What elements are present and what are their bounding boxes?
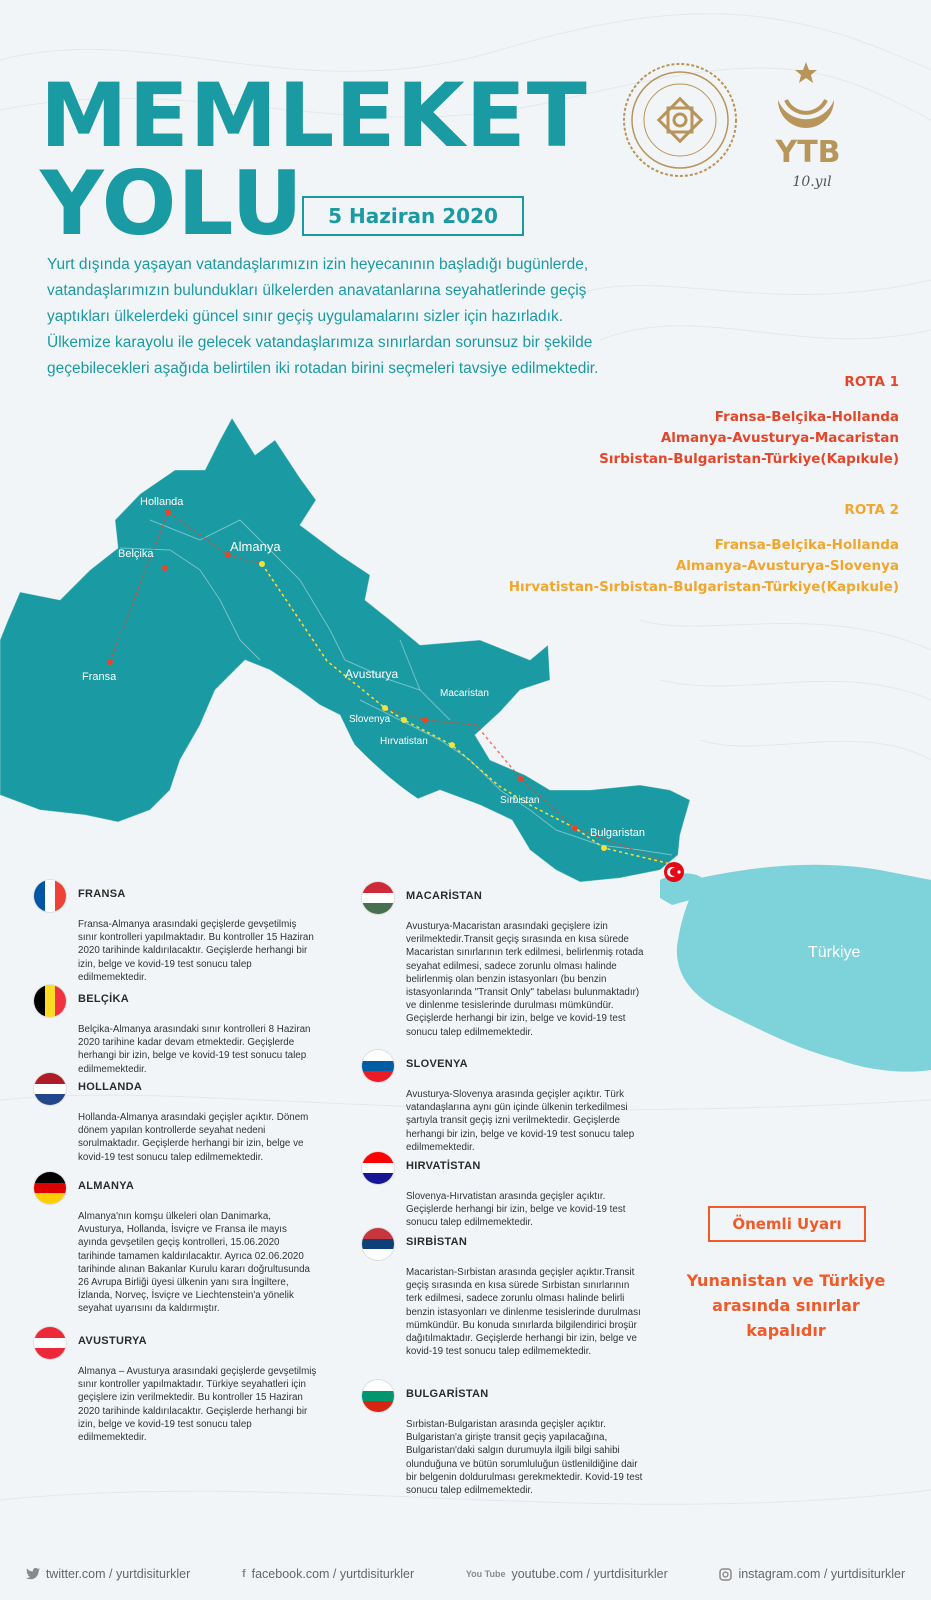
flag-almanya-icon: [34, 1172, 66, 1204]
europe-landmass: [0, 418, 690, 882]
map-marker-hollanda: [165, 509, 171, 515]
map-label-slovenya: Slovenya: [349, 714, 391, 725]
map-label-hollanda: Hollanda: [140, 496, 184, 508]
flag-sirbistan-icon: [362, 1228, 394, 1260]
map-label-belcika: Belçika: [118, 548, 154, 560]
route-1-line: Fransa-Belçika-Hollanda: [714, 409, 899, 425]
map-label-almanya: Almanya: [230, 539, 281, 554]
map-marker-belcika: [162, 565, 168, 571]
country-name: MACARİSTAN: [406, 890, 483, 902]
twitter-icon: [26, 1568, 40, 1580]
footer-facebook[interactable]: [242, 1567, 414, 1581]
footer-instagram-text: instagram.com / yurtdisiturkler: [738, 1567, 906, 1581]
country-name: HOLLANDA: [78, 1081, 143, 1093]
map-marker-route2: [259, 561, 265, 567]
country-text: Slovenya-Hırvatistan arasında geçişler açıktır. Geçişlerde herhangi bir izin, belge ve kovid-19 test sonucu talep edilmemektedir.: [406, 1191, 626, 1229]
turkey-landmass: [677, 865, 931, 1072]
instagram-icon: [719, 1568, 732, 1581]
intro-paragraph-2: Ülkemize karayolu ile gelecek vatandaşlarımıza sınırlardan sorunsuz bir şekilde geçebilecekleri aşağıda belirtilen iki rotadan birini seçmeleri tavsiye edilmektedir.: [47, 334, 599, 377]
country-text: Belçika-Almanya arasındaki sınır kontrolleri 8 Haziran 2020 tarihine kadar devam etmektedir. Geçişlerde herhangi bir izin, belge ve kovid-19 test sonucu talep edilmemektedir.: [78, 1024, 311, 1075]
page-title-line1: MEMLEKET: [40, 64, 588, 167]
warning-text: Yunanistan ve Türkiye arasında sınırlar kapalıdır: [686, 1271, 886, 1340]
map-marker-route2: [449, 742, 455, 748]
map-marker-route2: [401, 717, 407, 723]
map-label-avusturya: Avusturya: [345, 667, 399, 681]
country-text: Almanya – Avusturya arasındaki geçişlerde gevşetilmiş sınır kontroller yapılmaktadır. Türkiye seyahatleri için geçişlere izin verilmektedir. Bu kontroller 15 Haziran 2020 tarihinde kaldırılacaktır. Geçişlerde herhangi bir izin, belge ve kovid-19 test sonucu talep edilmemektedir.: [78, 1366, 317, 1444]
map-marker-route2: [382, 705, 388, 711]
map-label-sirbistan: Sırbistan: [500, 795, 540, 806]
turkey-flag-marker: [664, 862, 684, 882]
map-label-turkiye: Türkiye: [808, 944, 861, 961]
map-label-hirvatistan: Hırvatistan: [380, 736, 428, 747]
country-name: SIRBİSTAN: [406, 1236, 468, 1248]
map-label-fransa: Fransa: [82, 671, 117, 683]
footer-youtube[interactable]: [466, 1567, 668, 1581]
route-2-heading: ROTA 2: [844, 502, 899, 518]
ytb-logo: [768, 60, 848, 200]
warning-badge: Önemli Uyarı: [708, 1206, 866, 1242]
flag-macaristan-icon: [362, 882, 394, 914]
country-text: Sırbistan-Bulgaristan arasında geçişler açıktır. Bulgaristan'a girişte transit geçiş yapılacağına, Bulgaristan'daki salgın durumuyla ilgili bilgi sahibi olunduğuna ve bütün sorumluluğun üstlenildiğine dair bir belgenin doldurulması gerekmektedir. Kovid-19 test sonucu talep edilmemektedir.: [406, 1419, 643, 1497]
route-1-heading: ROTA 1: [844, 374, 899, 390]
intro-paragraph-1: Yurt dışında yaşayan vatandaşlarımızın izin heyecanının başladığı bugünlerde, vatandaşlarımızın bulundukları ülkelerden anavatanlarına seyahatlerinde geçiş yaptıkları ülkelerdeki güncel sınır geçiş uygulamalarını sizler için hazırladık.: [47, 256, 589, 325]
route-2-line: Almanya-Avusturya-Slovenya: [675, 558, 899, 574]
country-text: Hollanda-Almanya arasındaki geçişler açıktır. Dönem dönem yapılan kontrollerde seyahat nedeni sorulmaktadır. Geçişlerde herhangi bir izin, belge ve kovid-19 test sonucu talep edilmemektedir.: [78, 1112, 309, 1163]
route-1-line: Sırbistan-Bulgaristan-Türkiye(Kapıkule): [599, 451, 899, 467]
footer-youtube-text: youtube.com / yurtdisiturkler: [511, 1567, 668, 1581]
flag-bulgaristan-icon: [362, 1380, 394, 1412]
map-marker-sirbistan: [518, 776, 524, 782]
country-name: FRANSA: [78, 888, 126, 900]
ytb-year-text: 10.yıl: [792, 174, 832, 190]
country-name: SLOVENYA: [406, 1058, 468, 1070]
social-footer: [0, 1562, 931, 1586]
map-marker-fransa: [107, 659, 113, 665]
country-text: Fransa-Almanya arasındaki geçişlerde gevşetilmiş sınır kontrolleri yapılmaktadır. Bu kontroller 15 Haziran 2020 tarihinde kaldırılacaktır. Geçişlerde herhangi bir izin, belge ve kovid-19 test sonucu talep edilmemektedir.: [78, 919, 314, 983]
flag-avusturya-icon: [34, 1327, 66, 1359]
footer-facebook-text: facebook.com / yurtdisiturkler: [251, 1567, 415, 1581]
footer-instagram[interactable]: [719, 1567, 905, 1581]
facebook-icon: f: [241, 1568, 246, 1580]
ministry-seal-logo: [620, 60, 740, 180]
country-text: Macaristan-Sırbistan arasında geçişler açıktır.Transit geçiş sırasında en kısa sürede Sırbistan sınırlarının terk edilmesi, sadece zorunlu olması halinde belirli benzin istasyonları ve dinlenme tesislerinde durulması mümkündür. Bu konuda sınırlarda bilgilendirici broşür dağıtılmaktadır. Geçişlerde herhangi bir izin, belge ve kovid-19 test sonucu talep edilmemektedir.: [406, 1267, 641, 1358]
intro-text: [47, 252, 607, 382]
page-title-line2: YOLU: [40, 152, 304, 255]
map-marker-route2: [601, 845, 607, 851]
flag-slovenya-icon: [362, 1050, 394, 1082]
country-name: BULGARİSTAN: [406, 1388, 489, 1400]
route-2-line: Hırvatistan-Sırbistan-Bulgaristan-Türkiye(Kapıkule): [508, 579, 899, 595]
footer-twitter-text: twitter.com / yurtdisiturkler: [45, 1567, 191, 1581]
country-text: Almanya'nın komşu ülkeleri olan Danimarka, Avusturya, Hollanda, İsviçre ve Fransa ile mayıs ayında gevşetilen geçiş kontrolleri, 15.06.2020 tarihinde tamamen kaldırılacaktır. Ayrıca 02.06.2020 tarihinde alınan Bakanlar Kurulu kararı doğrultusunda 26 Avrupa Birliği üyesi ülkenin yanı sıra İngiltere, İzlanda, Norveç, İsviçre ve Liechtenstein'a yönelik seyahat uyarısını da kaldırmıştır.: [78, 1211, 311, 1315]
map-label-bulgaristan: Bulgaristan: [590, 827, 646, 839]
date-badge: 5 Haziran 2020: [302, 196, 524, 236]
flag-belcika-icon: [34, 985, 66, 1017]
route-2-line: Fransa-Belçika-Hollanda: [714, 537, 899, 553]
country-name: AVUSTURYA: [78, 1335, 147, 1347]
ytb-logo-text: YTB: [775, 135, 841, 170]
map-label-macaristan: Macaristan: [440, 688, 489, 699]
footer-twitter[interactable]: [26, 1567, 190, 1581]
flag-hollanda-icon: [34, 1073, 66, 1105]
country-name: ALMANYA: [78, 1180, 135, 1192]
country-name: HIRVATİSTAN: [406, 1160, 481, 1172]
flag-fransa-icon: [34, 880, 66, 912]
flag-hirvatistan-icon: [362, 1152, 394, 1184]
route-1-line: Almanya-Avusturya-Macaristan: [660, 430, 899, 446]
map-marker-macaristan: [422, 717, 428, 723]
country-text: Avusturya-Slovenya arasında geçişler açıktır. Türk vatandaşlarına aynı gün içinde ülkenin terkedilmesi şartıyla transit geçiş izni verilmektedir. Geçişlerde herhangi bir izin, belge ve kovid-19 test sonucu talep edilmemektedir.: [406, 1089, 635, 1153]
map-marker-bulgaristan: [572, 825, 578, 831]
country-name: BELÇİKA: [78, 993, 129, 1005]
youtube-icon: You Tube: [465, 1569, 506, 1579]
country-text: Avusturya-Macaristan arasındaki geçişlere izin verilmektedir.Transit geçiş sırasında en kısa sürede Macaristan sınırlarının terk edilmesi, belirlenmiş rotada seyahat edilmesi, sadece zorunlu olması halinde belirlenmiş olan benzin istasyonları (bu benzin istasyonlarında "Transit Only" tabelası bulunmaktadır) ve dinlenme tesislerinde durulması mümkündür. Geçişlerde herhangi bir izin, belge ve kovid-19 test sonucu talep edilmemektedir.: [406, 921, 644, 1038]
